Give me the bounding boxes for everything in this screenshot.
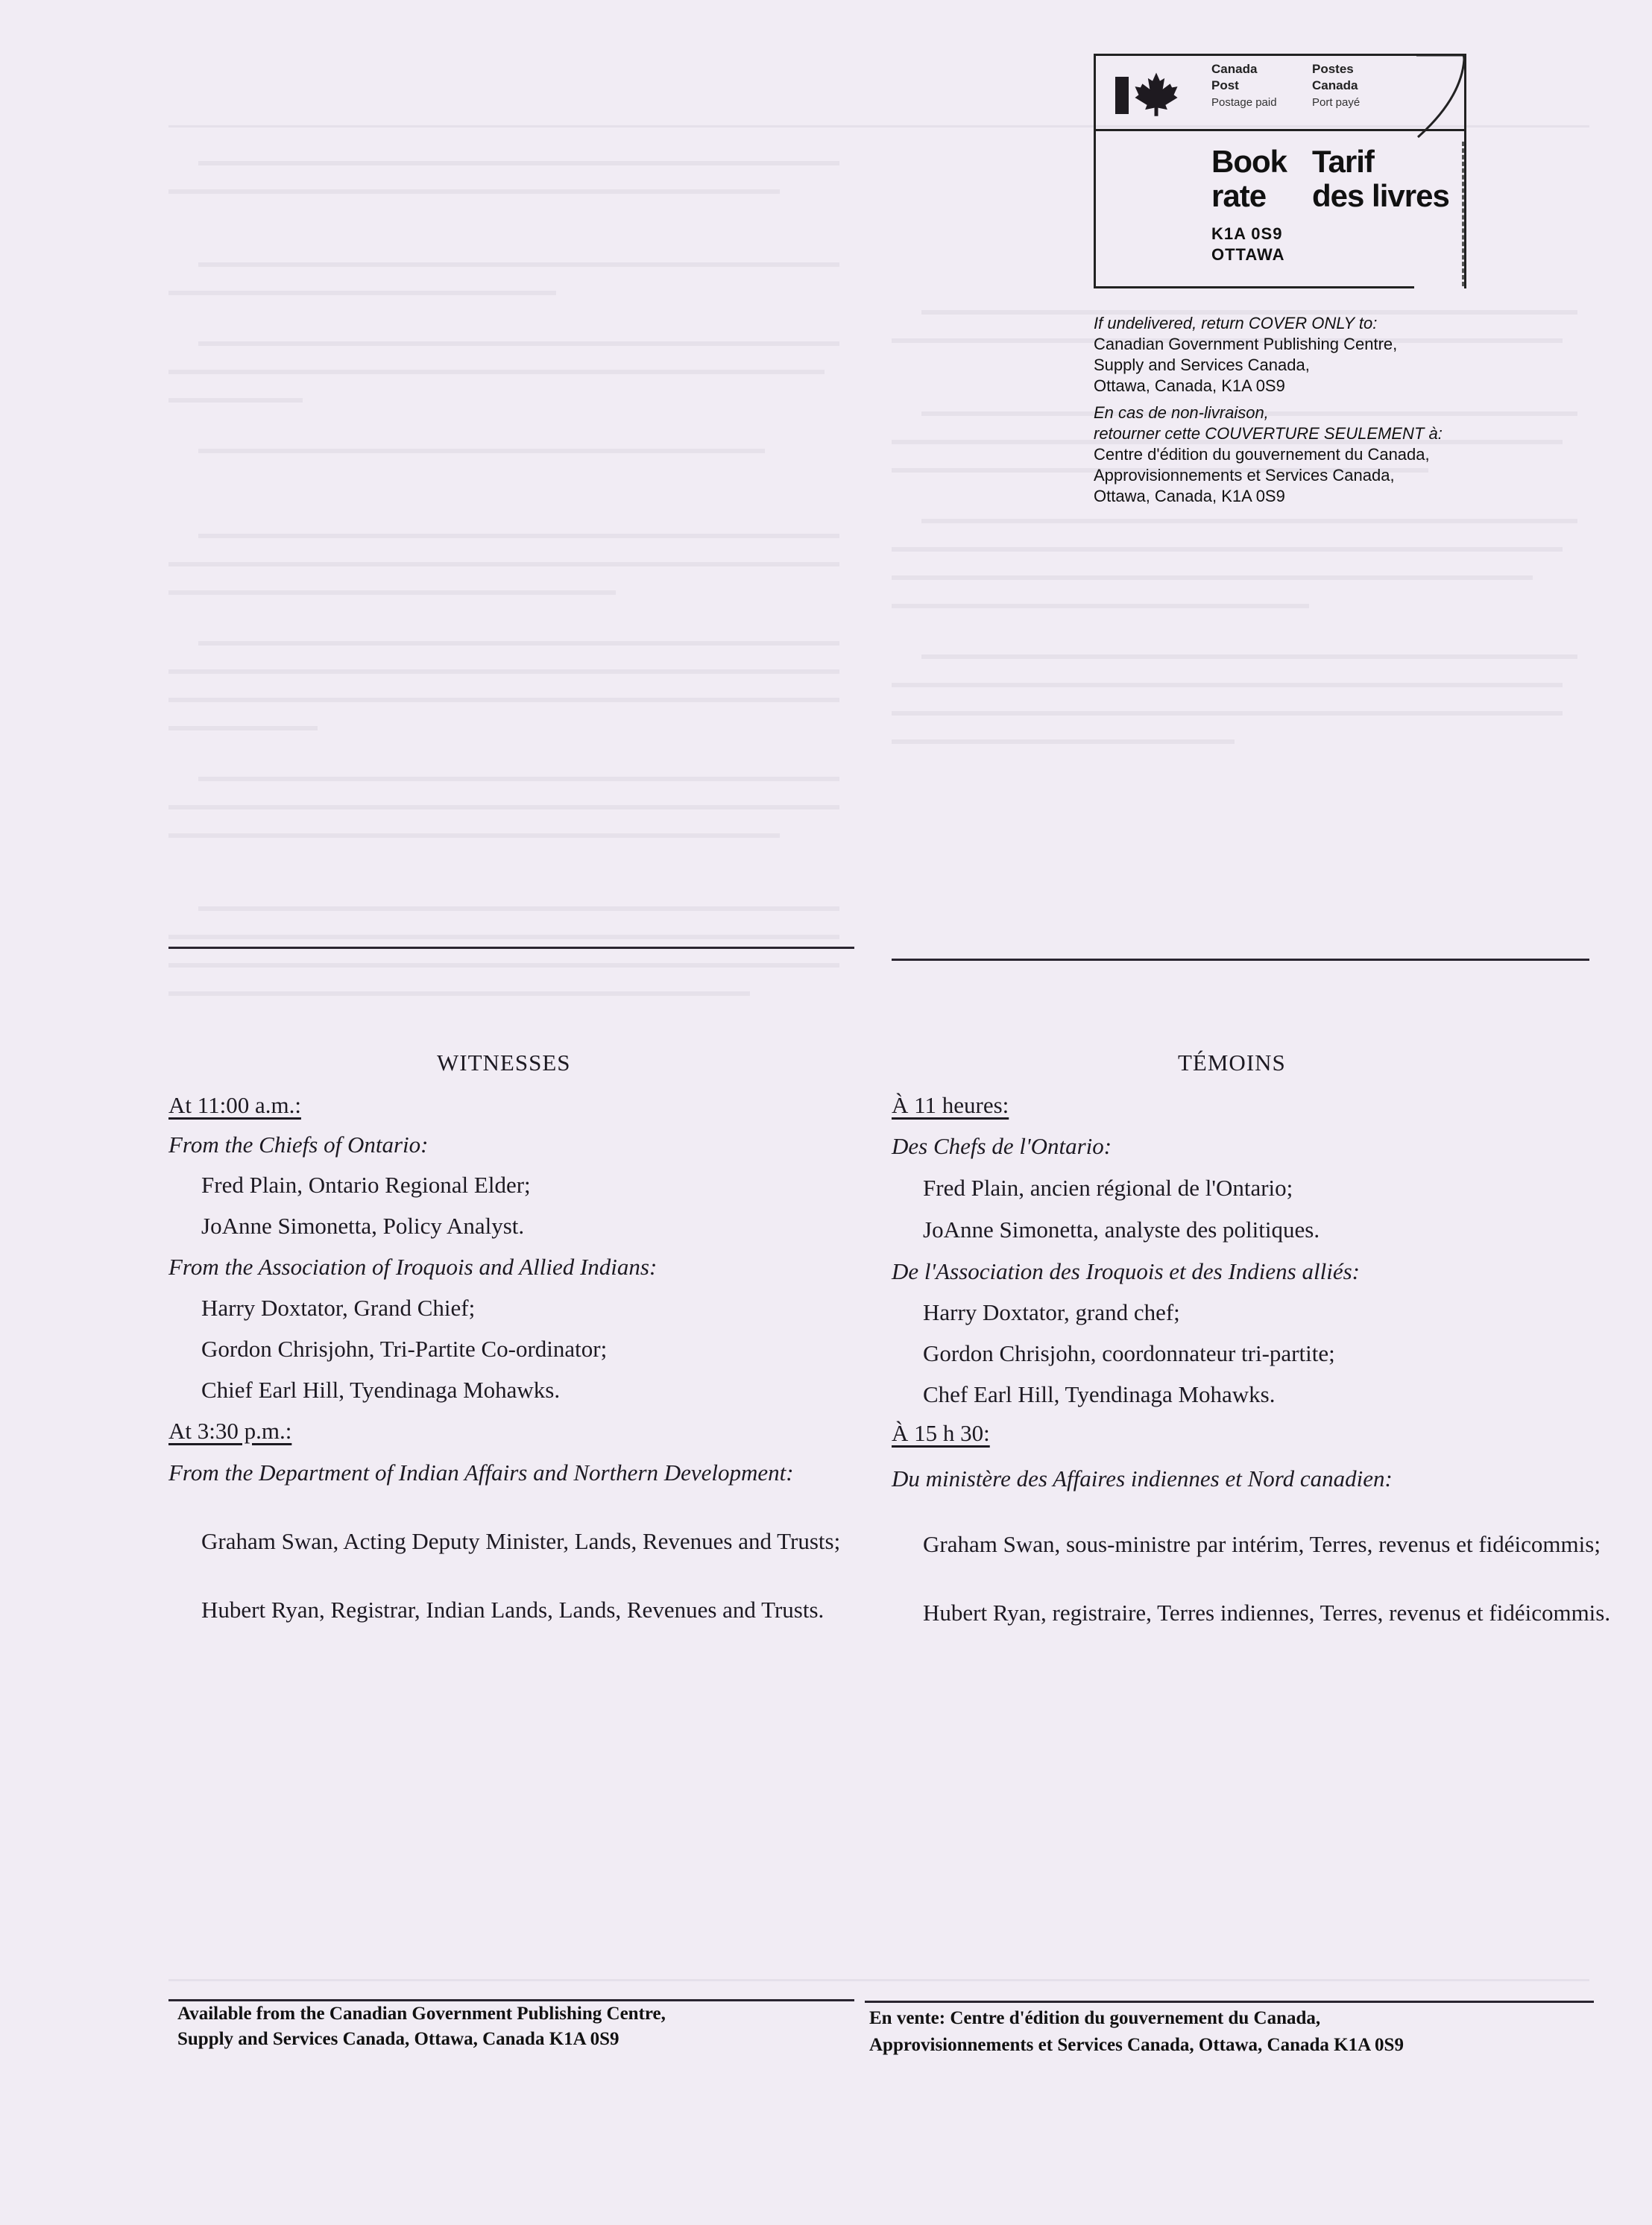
postal-code: K1A 0S9 bbox=[1211, 224, 1283, 243]
footer-fr-line-2: Approvisionnements et Services Canada, Ottawa, Canada K1A 0S9 bbox=[869, 2035, 1404, 2055]
mailbox-divider bbox=[1094, 129, 1466, 131]
temoin-earl-hill: Chef Earl Hill, Tyendinaga Mohawks. bbox=[923, 1381, 1276, 1407]
witness-fred-plain: Fred Plain, Ontario Regional Elder; bbox=[201, 1172, 531, 1198]
witnesses-org-chiefs-ontario: From the Chiefs of Ontario: bbox=[168, 1132, 429, 1158]
postes-label: Postes bbox=[1312, 62, 1354, 76]
witness-harry-doxtator: Harry Doxtator, Grand Chief; bbox=[201, 1295, 476, 1321]
witness-gordon-chrisjohn: Gordon Chrisjohn, Tri-Partite Co-ordinator; bbox=[201, 1336, 608, 1362]
footer-fr-line-1: En vente: Centre d'édition du gouvernement du Canada, bbox=[869, 2008, 1321, 2028]
book-label: Book bbox=[1211, 144, 1287, 179]
mailbox-corner-curve bbox=[1416, 54, 1469, 143]
witnesses-time-2: At 3:30 p.m.: bbox=[168, 1418, 292, 1444]
postes-canada-label: Canada bbox=[1312, 78, 1358, 92]
postage-paid-label: Postage paid bbox=[1211, 96, 1277, 109]
footer-rule-right bbox=[865, 2001, 1594, 2003]
des-livres-label: des livres bbox=[1312, 178, 1449, 213]
return-notice-en-3: Supply and Services Canada, bbox=[1094, 356, 1310, 374]
city: OTTAWA bbox=[1211, 245, 1285, 264]
return-notice-en-1: If undelivered, return COVER ONLY to: bbox=[1094, 314, 1378, 332]
return-notice-fr-5: Ottawa, Canada, K1A 0S9 bbox=[1094, 487, 1285, 505]
temoin-graham-swan: Graham Swan, sous-ministre par intérim, Terres, revenus et fidéicommis; bbox=[923, 1531, 1601, 1557]
witness-graham-swan: Graham Swan, Acting Deputy Minister, Lands, Revenues and Trusts; bbox=[201, 1528, 841, 1554]
witnesses-rule-right bbox=[892, 959, 1589, 961]
temoins-org-iroquois: De l'Association des Iroquois et des Indiens alliés: bbox=[892, 1258, 1360, 1284]
bleed-text-left bbox=[168, 149, 854, 465]
witnesses-time-1: At 11:00 a.m.: bbox=[168, 1092, 301, 1118]
return-notice-fr-1: En cas de non-livraison, bbox=[1094, 403, 1269, 422]
temoin-gordon-chrisjohn: Gordon Chrisjohn, coordonnateur tri-partite; bbox=[923, 1340, 1335, 1366]
tarif-label: Tarif bbox=[1312, 144, 1374, 179]
temoin-harry-doxtator: Harry Doxtator, grand chef; bbox=[923, 1299, 1180, 1325]
witnesses-org-indian-affairs: From the Department of Indian Affairs and Northern Development: bbox=[168, 1459, 794, 1486]
witness-joanne-simonetta: JoAnne Simonetta, Policy Analyst. bbox=[201, 1213, 525, 1239]
mailing-box bbox=[1094, 54, 1466, 288]
return-notice-fr-3: Centre d'édition du gouvernement du Canada, bbox=[1094, 445, 1430, 464]
port-paye-label: Port payé bbox=[1312, 96, 1361, 109]
rate-label: rate bbox=[1211, 178, 1267, 213]
temoins-time-2: À 15 h 30: bbox=[892, 1420, 990, 1446]
temoins-org-chefs-ontario: Des Chefs de l'Ontario: bbox=[892, 1133, 1112, 1159]
footer-en-line-1: Available from the Canadian Government Publishing Centre, bbox=[177, 2004, 666, 2024]
witnesses-org-iroquois: From the Association of Iroquois and Allied Indians: bbox=[168, 1254, 658, 1280]
maple-leaf-icon bbox=[1133, 69, 1179, 119]
temoin-fred-plain: Fred Plain, ancien régional de l'Ontario; bbox=[923, 1175, 1293, 1201]
temoins-heading: TÉMOINS bbox=[1178, 1050, 1286, 1076]
temoins-org-affaires-indiennes: Du ministère des Affaires indiennes et Nord canadien: bbox=[892, 1465, 1393, 1492]
flag-bar-icon bbox=[1115, 77, 1129, 114]
witnesses-heading: WITNESSES bbox=[437, 1050, 571, 1076]
post-label: Post bbox=[1211, 78, 1239, 92]
witness-earl-hill: Chief Earl Hill, Tyendinaga Mohawks. bbox=[201, 1377, 561, 1403]
footer-en-line-2: Supply and Services Canada, Ottawa, Canada K1A 0S9 bbox=[177, 2029, 620, 2049]
temoin-joanne-simonetta: JoAnne Simonetta, analyste des politiques. bbox=[923, 1216, 1320, 1243]
bleed-text-left-2 bbox=[168, 522, 854, 1008]
return-notice-fr-4: Approvisionnements et Services Canada, bbox=[1094, 466, 1395, 485]
witnesses-rule-left bbox=[168, 947, 854, 949]
return-notice-fr-2: retourner cette COUVERTURE SEULEMENT à: bbox=[1094, 424, 1443, 443]
bleed-footer-rule bbox=[168, 1979, 1589, 1981]
return-notice-en-4: Ottawa, Canada, K1A 0S9 bbox=[1094, 376, 1285, 395]
return-notice-en-2: Canadian Government Publishing Centre, bbox=[1094, 335, 1398, 353]
mailbox-bottom bbox=[1094, 286, 1414, 288]
canada-label: Canada bbox=[1211, 62, 1258, 76]
witness-hubert-ryan: Hubert Ryan, Registrar, Indian Lands, Lands, Revenues and Trusts. bbox=[201, 1597, 825, 1623]
temoins-time-1: À 11 heures: bbox=[892, 1092, 1009, 1118]
temoin-hubert-ryan: Hubert Ryan, registraire, Terres indiennes, Terres, revenus et fidéicommis. bbox=[923, 1600, 1611, 1626]
mailbox-dashed-edge bbox=[1462, 142, 1464, 286]
